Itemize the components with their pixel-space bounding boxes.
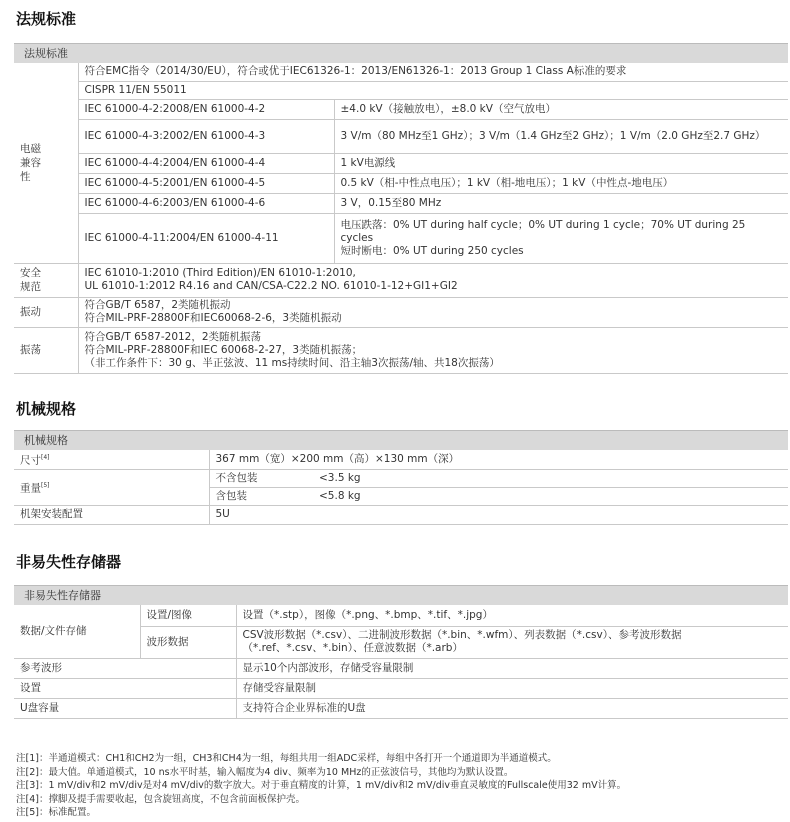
vibration-label: 振动 bbox=[14, 297, 78, 327]
footnote: 注[5]：标准配置。 bbox=[16, 807, 96, 819]
emc-value: 3 V，0.15至80 MHz bbox=[334, 193, 788, 213]
footnotes bbox=[16, 752, 626, 820]
size-label: 尺寸[4] bbox=[14, 450, 209, 469]
emc-row: CISPR 11/EN 55011 bbox=[78, 81, 788, 99]
emc-std: IEC 61000-4-6:2003/EN 61000-4-6 bbox=[78, 193, 334, 213]
usb-capacity-value: 支持符合企业界标准的U盘 bbox=[236, 698, 788, 718]
usb-capacity-label: U盘容量 bbox=[14, 698, 236, 718]
emc-value: 电压跌落：0% UT during half cycle；0% UT during 1 cycle；70% UT during 25 cycles 短时断电：0% UT during 250 cycles bbox=[334, 213, 788, 263]
setup-image-value: 设置（*.stp），图像（*.png、*.bmp、*.tif、*.jpg） bbox=[236, 605, 788, 626]
weight-sub-label: 含包装 bbox=[209, 487, 313, 505]
footnote: 注[2]：最大值。单通道模式，10 ns水平时基，输入幅度为4 div、频率为10 MHz的正弦波信号，其他均为默认设置。 bbox=[16, 766, 514, 778]
safety-value: IEC 61010-1:2010 (Third Edition)/EN 61010-1:2010, UL 61010-1:2012 R4.16 and CAN/CSA-C22.2 NO. 61010-1-12+GI1+GI2 bbox=[78, 263, 788, 297]
emc-value: 3 V/m（80 MHz至1 GHz）；3 V/m（1.4 GHz至2 GHz）；1 V/m（2.0 GHz至2.7 GHz） bbox=[334, 119, 788, 153]
waveform-data-value: CSV波形数据（*.csv）、二进制波形数据（*.bin、*.wfm）、列表数据（*.csv）、参考波形数据 （*.ref、*.csv、*.bin）、任意波数据（*.arb） bbox=[236, 626, 788, 658]
emc-row: 符合EMC指令（2014/30/EU），符合或优于IEC61326-1：2013/EN61326-1：2013 Group 1 Class A标准的要求 bbox=[78, 63, 788, 81]
footnote: 注[1]：半通道模式：CH1和CH2为一组，CH3和CH4为一组，每组共用一组ADC采样，每组中各打开一个通道即为半通道模式。 bbox=[16, 753, 557, 764]
footnote: 注[4]：撑脚及提手需要收起，包含旋钮高度，不包含前面板保护壳。 bbox=[16, 793, 305, 805]
weight-sub-label: 不含包装 bbox=[209, 469, 313, 487]
rack-value: 5U bbox=[209, 505, 788, 524]
safety-label: 安全规范 bbox=[14, 263, 78, 297]
storage-section-title: 非易失性存储器 bbox=[16, 553, 122, 571]
mechanical-section-title: 机械规格 bbox=[16, 400, 77, 418]
emc-std: IEC 61000-4-2:2008/EN 61000-4-2 bbox=[78, 99, 334, 119]
emc-label: 电磁兼容性 bbox=[14, 63, 78, 263]
emc-value: 0.5 kV（相-中性点电压）；1 kV（相-地电压）；1 kV（中性点-地电压） bbox=[334, 173, 788, 193]
regulatory-section-title: 法规标准 bbox=[16, 10, 77, 28]
footnote: 注[3]：1 mV/div和2 mV/div是对4 mV/div的数字放大。对于垂直精度的计算，1 mV/div和2 mV/div垂直灵敏度的Fullscale使用32 mV计算。 bbox=[16, 780, 627, 792]
settings-value: 存储受容量限制 bbox=[236, 678, 788, 698]
emc-std: IEC 61000-4-11:2004/EN 61000-4-11 bbox=[78, 213, 334, 263]
regulatory-table bbox=[14, 63, 788, 374]
emc-std: IEC 61000-4-3:2002/EN 61000-4-3 bbox=[78, 119, 334, 153]
weight-label: 重量[5] bbox=[14, 469, 209, 505]
reference-waveform-value: 显示10个内部波形，存储受容量限制 bbox=[236, 658, 788, 678]
size-value: 367 mm（宽）×200 mm（高）×130 mm（深） bbox=[209, 450, 788, 469]
setup-image-label: 设置/图像 bbox=[140, 605, 236, 626]
storage-table-header: 非易失性存储器 bbox=[14, 585, 788, 605]
reference-waveform-label: 参考波形 bbox=[14, 658, 236, 678]
vibration-value: 符合GB/T 6587，2类随机振动 符合MIL-PRF-28800F和IEC60068-2-6，3类随机振动 bbox=[78, 297, 788, 327]
weight-value: <3.5 kg bbox=[313, 469, 788, 487]
mechanical-table bbox=[14, 450, 788, 525]
data-storage-label: 数据/文件存储 bbox=[14, 605, 140, 658]
storage-table bbox=[14, 605, 788, 719]
settings-label: 设置 bbox=[14, 678, 236, 698]
rack-label: 机架安装配置 bbox=[14, 505, 209, 524]
emc-value: ±4.0 kV（接触放电），±8.0 kV（空气放电） bbox=[334, 99, 788, 119]
emc-value: 1 kV电源线 bbox=[334, 153, 788, 173]
emc-std: IEC 61000-4-4:2004/EN 61000-4-4 bbox=[78, 153, 334, 173]
waveform-data-label: 波形数据 bbox=[140, 626, 236, 658]
emc-std: IEC 61000-4-5:2001/EN 61000-4-5 bbox=[78, 173, 334, 193]
shock-label: 振荡 bbox=[14, 327, 78, 373]
mechanical-table-header: 机械规格 bbox=[14, 430, 788, 450]
shock-value: 符合GB/T 6587-2012，2类随机振荡 符合MIL-PRF-28800F和IEC 60068-2-27，3类随机振荡； （非工作条件下：30 g、半正弦波、11 ms持续时间、沿主轴3次振荡/轴、共18次振荡） bbox=[78, 327, 788, 373]
regulatory-table-header: 法规标准 bbox=[14, 43, 788, 63]
weight-value: <5.8 kg bbox=[313, 487, 788, 505]
